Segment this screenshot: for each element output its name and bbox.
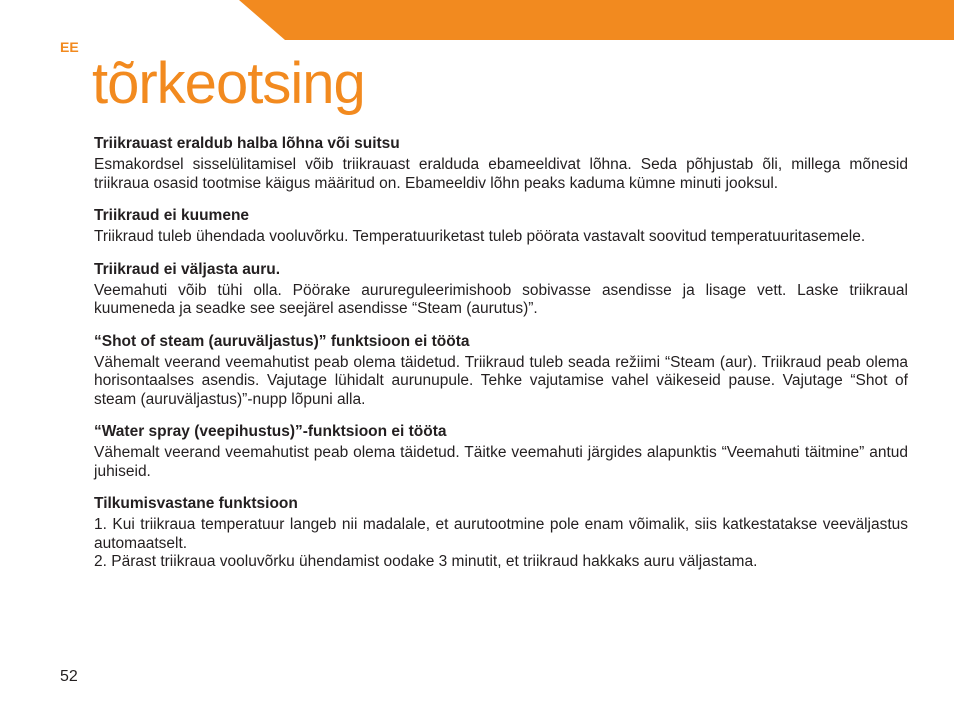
section-heading: Triikrauast eraldub halba lõhna või suitsu <box>94 135 400 152</box>
section-heading: Tilkumisvastane funktsioon <box>94 495 298 512</box>
section-shot-of-steam <box>94 333 908 410</box>
section-smell-smoke <box>94 135 908 193</box>
section-text: Triikraud tuleb ühendada vooluvõrku. Temperatuuriketast tuleb pöörata vastavalt soovitud temperatuuritasemele. <box>94 228 866 245</box>
section-text: Vähemalt veerand veemahutist peab olema täidetud. Täitke veemahuti järgides alapunktis “Veemahuti täitmine” antud juhiseid. <box>94 444 908 480</box>
section-no-steam <box>94 261 908 319</box>
page-number: 52 <box>60 668 78 685</box>
header-accent-band <box>239 0 954 40</box>
section-heading: “Shot of steam (auruväljastus)” funktsioon ei tööta <box>94 332 470 350</box>
language-code: EE <box>60 39 79 55</box>
section-heading: Triikraud ei kuumene <box>94 207 250 224</box>
section-heading: Triikraud ei väljasta auru. <box>94 260 281 278</box>
section-text: Esmakordsel sisselülitamisel võib triikrauast eralduda ebameeldivat lõhna. Seda põhjustab õli, millega mõnesid triikraua osasid tootmise käigus määritud on. Ebameeldiv lõhn peaks kaduma kümne minuti jooksul. <box>94 156 908 192</box>
section-heading: “Water spray (veepihustus)”-funktsioon ei tööta <box>94 423 447 440</box>
troubleshooting-content <box>94 135 908 586</box>
page-title: tõrkeotsing <box>92 51 365 116</box>
section-anti-drip <box>94 495 908 572</box>
section-text: 1. Kui triikraua temperatuur langeb nii madalale, et aurutootmine pole enam võimalik, siis katkestatakse veeväljastus automaatselt. <box>94 516 908 552</box>
section-no-heat <box>94 207 908 247</box>
section-text: Vähemalt veerand veemahutist peab olema täidetud. Triikraud tuleb seada režiimi “Steam (aur). Triikraud peab olema horisontaalses asendis. Vajutage lühidalt aurunupule. Tehke vajutamise vahel väikeseid pause. Vajutage “Shot of steam (auruväljastus)”-nupp lõpuni alla. <box>94 353 908 408</box>
section-water-spray <box>94 423 908 481</box>
section-text: 2. Pärast triikraua vooluvõrku ühendamist oodake 3 minutit, et triikraud hakkaks auru väljastama. <box>94 553 758 570</box>
section-text: Veemahuti võib tühi olla. Pöörake aurureguleerimishoob sobivasse asendisse ja lisage vett. Laske triikraual kuumeneda ja seadke see seejärel asendisse “Steam (aurutus)”. <box>94 281 908 317</box>
